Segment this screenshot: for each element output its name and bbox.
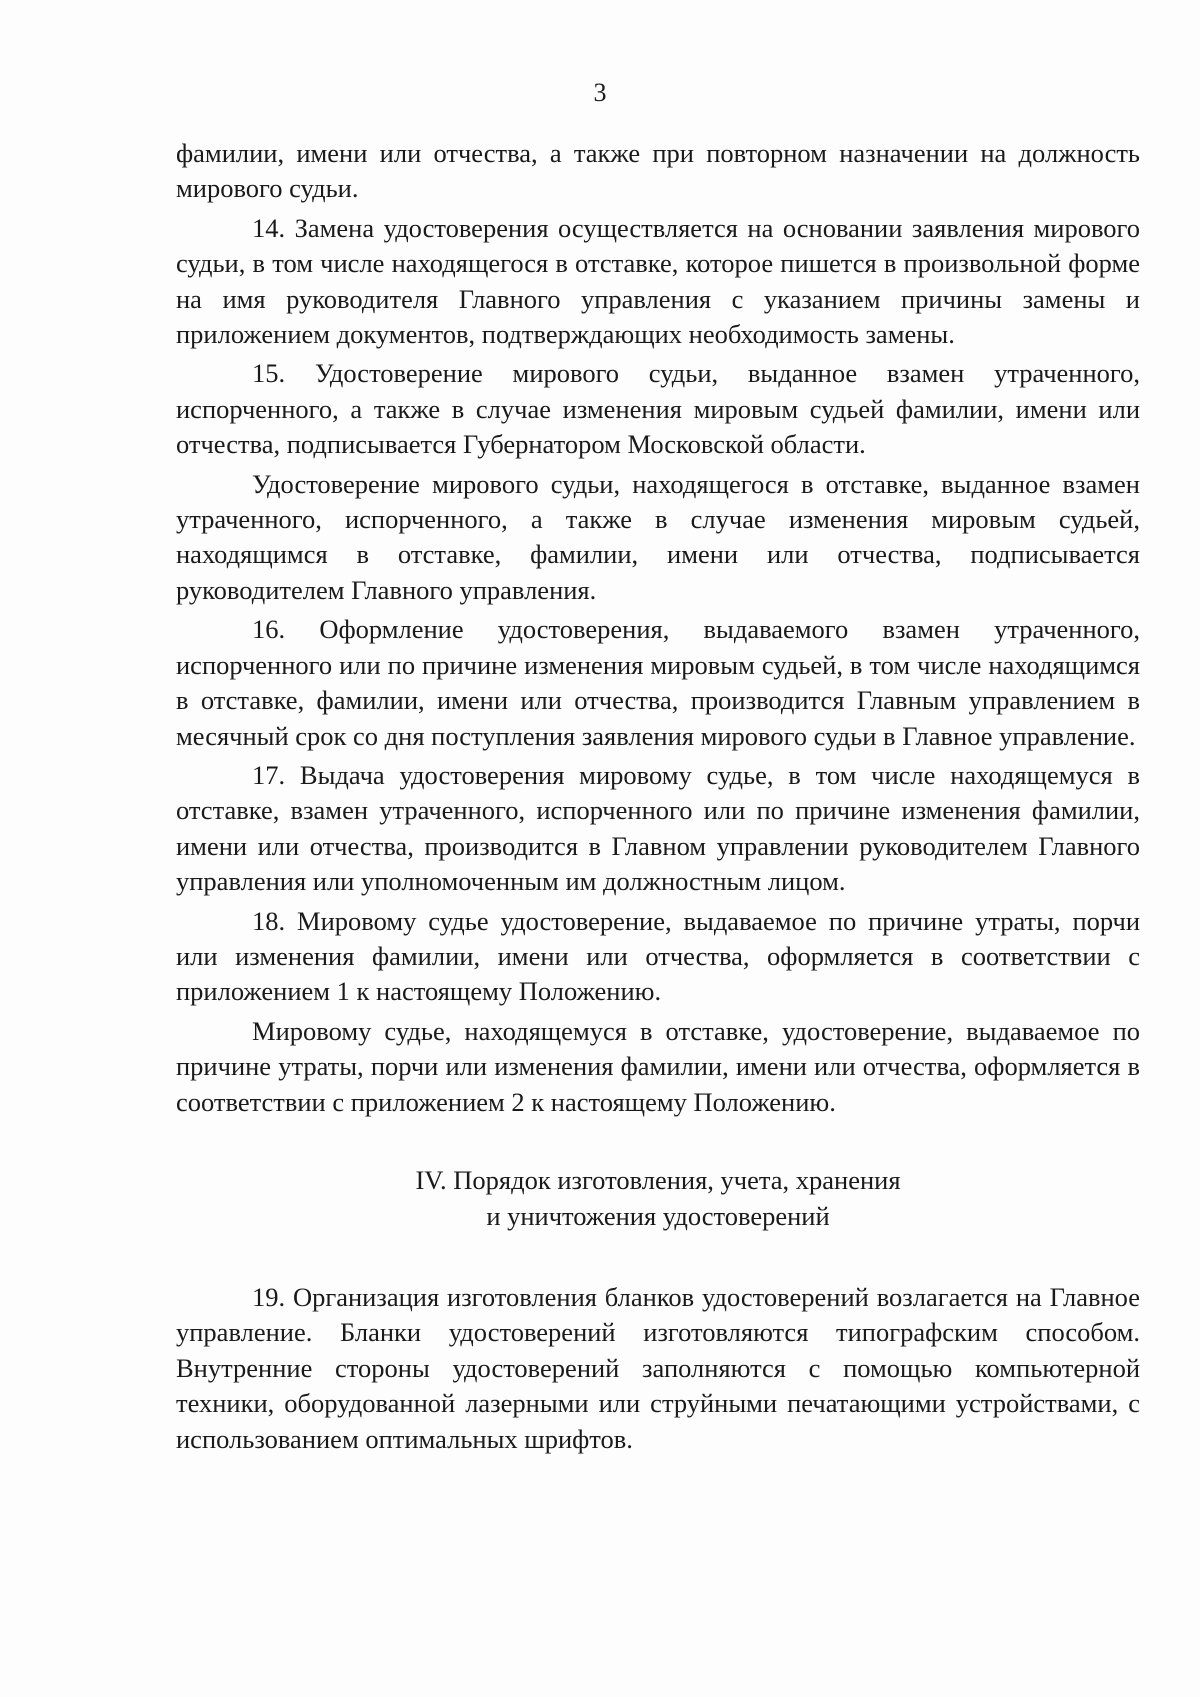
paragraph-item-15: 15. Удостоверение мирового судьи, выданное взамен утраченного, испорченного, а также в случае изменения мировым судьей фамилии, имени или отчества, подписывается Губернатором Московской области. (176, 358, 1140, 460)
paragraph-item-18: 18. Мировому судье удостоверение, выдаваемое по причине утраты, порчи или изменения фамилии, имени или отчества, оформляется в соответствии с приложением 1 к настоящему Положению. (176, 905, 1140, 1007)
paragraph-item-16: 16. Оформление удостоверения, выдаваемого взамен утраченного, испорченного или по причине изменения мировым судьей, в том числе находящимся в отставке, фамилии, имени или отчества, производится Главным управлением в месячный срок со дня поступления заявления мирового судьи в Главное управление. (176, 614, 1140, 751)
paragraph-item-15-retired: Удостоверение мирового судьи, находящегося в отставке, выданное взамен утраченного, испорченного, а также в случае изменения мировым судьей, находящимся в отставке, фамилии, имени или отчества, подписывается руководителем Главного управления. (176, 468, 1140, 605)
document-body (176, 136, 1140, 1461)
paragraph-item-14: 14. Замена удостоверения осуществляется на основании заявления мирового судьи, в том числе находящегося в отставке, которое пишется в произвольной форме на имя руководителя Главного управления с указанием причины замены и приложением документов, подтверждающих необходимость замены. (176, 212, 1140, 350)
paragraph-item-17: 17. Выдача удостоверения мировому судье, в том числе находящемуся в отставке, взамен утраченного, испорченного или по причине изменения фамилии, имени или отчества, производится в Главном управлении руководителем Главного управления или уполномоченным им должностным лицом. (176, 759, 1140, 897)
paragraph-item-19: 19. Организация изготовления бланков удостоверений возлагается на Главное управление. Бланки удостоверений изготовляются типографским способом. Внутренние стороны удостоверений заполняются с помощью компьютерной техники, оборудованной лазерными или струйными печатающими устройствами, с использованием оптимальных шрифтов. (176, 1281, 1140, 1454)
section-heading-line-1: IV. Порядок изготовления, учета, хранения (415, 1164, 901, 1195)
page-number: 3 (593, 78, 607, 107)
section-heading-line-2: и уничтожения удостоверений (486, 1200, 830, 1231)
paragraph-continuation: фамилии, имени или отчества, а также при повторном назначении на должность мирового судьи. (176, 138, 1140, 204)
section-heading (176, 1162, 1140, 1234)
paragraph-item-18-retired: Мировому судье, находящемуся в отставке, удостоверение, выдаваемое по причине утраты, порчи или изменения фамилии, имени или отчества, оформляется в соответствии с приложением 2 к настоящему Положению. (176, 1015, 1140, 1117)
